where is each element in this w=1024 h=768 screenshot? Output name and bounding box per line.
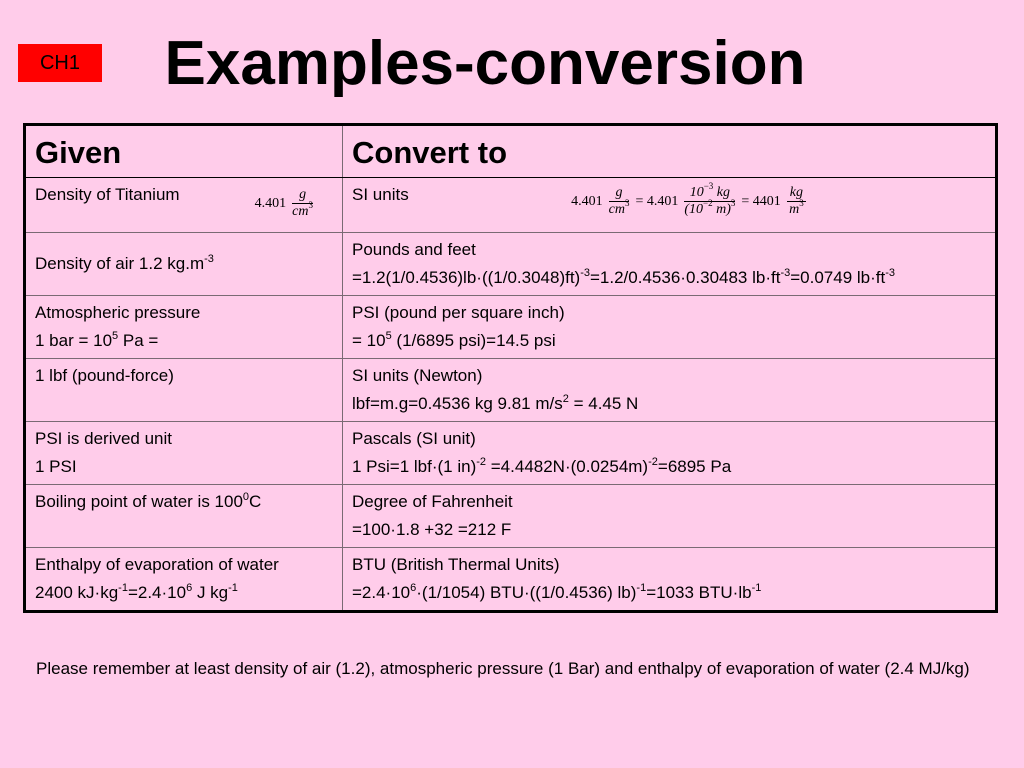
- table-row: [25, 359, 997, 422]
- si-conversion-formula: 4.401 $\frac{g}{cm^3}$ = 4.401 $\frac{10^{-3} kg}{(10^{-2} m)^3}$ = 4401 $\frac{kg}{m^3}$: [571, 185, 806, 218]
- convert-cell: PSI (pound per square inch) = $10^5$ (1/6895 psi)=14.5 psi: [343, 296, 997, 359]
- table-row: [25, 178, 997, 233]
- given-cell: PSI is derived unit 1 PSI: [25, 422, 343, 485]
- convert-cell: SI units (Newton) lbf=m.g=0.4536 kg 9.81 $m/s^2 = 4.45$ N: [343, 359, 997, 422]
- convert-cell: Pascals (SI unit) 1 Psi=1 lbf·(1 $in)^{-2} =4.4482N\cdot(0.0254m)^{-2}=6895$ Pa: [343, 422, 997, 485]
- given-text: Density of Titanium: [35, 185, 180, 204]
- table-header-row: [25, 125, 997, 178]
- table-row: [25, 233, 997, 296]
- convert-cell: Degree of Fahrenheit =100·1.8 +32 =212 F: [343, 485, 997, 548]
- table-row: [25, 296, 997, 359]
- table-row: [25, 485, 997, 548]
- given-cell: Atmospheric pressure 1 bar = $10^5$ Pa =: [25, 296, 343, 359]
- titanium-density-formula: 4.401 $\frac{g}{cm^3}$: [254, 187, 313, 219]
- table-row: [25, 422, 997, 485]
- convert-cell: Pounds and feet $=1.2(1/0.4536)lb\cdot((1/0.3048)ft)^{-3}=1.2/0.4536\cdot 0.30483$ $lb\cdot ft^{-3}=0.0749$ $lb\cdot ft^{-3}$: [343, 233, 997, 296]
- slide-title: Examples-conversion: [164, 29, 806, 98]
- given-cell: 1 lbf (pound-force): [25, 359, 343, 422]
- convert-text: SI units: [352, 185, 409, 204]
- chapter-badge: CH1: [18, 44, 102, 82]
- convert-cell: [343, 178, 997, 233]
- header-convert-to: Convert to: [343, 125, 997, 178]
- given-cell: Density of air 1.2 $kg.m^{-3}$: [25, 233, 343, 296]
- footnote: Please remember at least density of air (1.2), atmospheric pressure (1 Bar) and enthalpy of evaporation of water (2.4 MJ/kg): [36, 659, 970, 678]
- conversion-table: [23, 123, 998, 613]
- given-cell: Enthalpy of evaporation of water 2400 $kJ\cdot kg^{-1}=2.4\cdot 10^6$ J $kg^{-1}$: [25, 548, 343, 612]
- convert-cell: BTU (British Thermal Units) $=2.4\cdot 10^6\cdot(1/1054)$ BTU·((1/0.4536) lb)$^{-1}$=1033 $BTU\cdot lb^{-1}$: [343, 548, 997, 612]
- given-cell: [25, 178, 343, 233]
- given-cell: Boiling point of water is $100^0C$: [25, 485, 343, 548]
- header-given: Given: [25, 125, 343, 178]
- table-row: [25, 548, 997, 612]
